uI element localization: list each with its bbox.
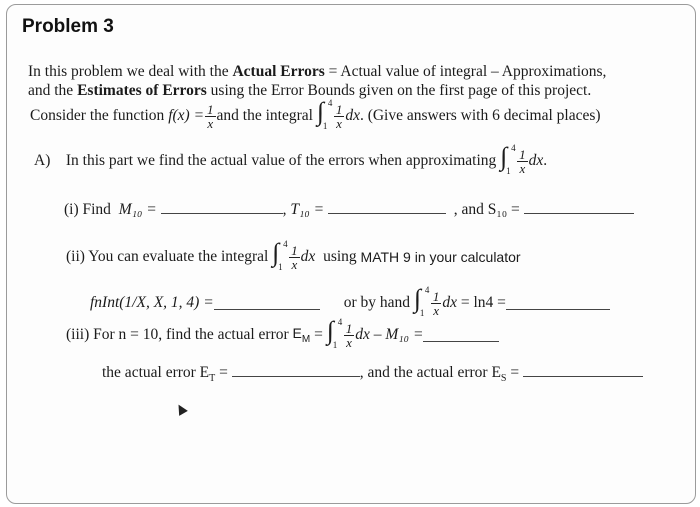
- ln4-answer-blank[interactable]: [506, 297, 610, 310]
- consider-text: Consider the function: [30, 107, 165, 124]
- function-label: f(x) =: [168, 107, 205, 124]
- fraction-1-over-x: $\frac{1}{x}$: [345, 320, 353, 350]
- intro-text: In this problem we deal with the: [28, 63, 233, 80]
- integral-sign: ∫ 4 1: [500, 142, 516, 176]
- dx-label: dx: [355, 326, 370, 343]
- dx-label: dx: [345, 107, 360, 124]
- et-label: the actual error E: [102, 364, 210, 381]
- integral-sign: ∫ 4 1: [316, 97, 333, 131]
- part-ii-line: [66, 238, 521, 272]
- m10-label: M₁₀ =: [118, 201, 157, 218]
- intro-text: = Actual value of integral – Approximations,: [324, 63, 607, 80]
- integral-sign: ∫ 4 1: [272, 238, 288, 272]
- part-iii-line: (iii) For n = 10, find the actual error $E_M$ = ∫ 4 1 $\frac{1}{x}$ dx – M₁₀ =: [66, 320, 499, 350]
- em-label: $E_M$: [292, 325, 311, 345]
- s10-answer-blank[interactable]: [524, 201, 634, 214]
- problem-title: Problem 3: [22, 16, 114, 37]
- part-i-label: (i) Find: [64, 201, 111, 218]
- intro-text: using the Error Bounds given on the first page of this project.: [206, 82, 592, 99]
- estimates-of-errors-term: Estimates of Errors: [77, 82, 207, 99]
- es-label: , and the actual error E: [359, 364, 501, 381]
- part-ii-text: using: [323, 248, 357, 265]
- m10-answer-blank[interactable]: [161, 201, 283, 214]
- dx-label: dx: [528, 152, 544, 169]
- fnint-answer-blank[interactable]: [214, 297, 320, 310]
- fnint-label: fnInt(1/X, X, 1, 4) =: [90, 294, 214, 311]
- et-answer-blank[interactable]: [232, 364, 360, 377]
- t10-label: T₁₀ =: [290, 201, 325, 218]
- intro-line-2: [28, 82, 591, 100]
- consider-text: . (Give answers with 6 decimal places): [359, 107, 601, 124]
- ln4-label: = ln4 =: [460, 294, 506, 311]
- part-a-line: A) In this part we find the actual value of the errors when approximating ∫ 4 1 $\frac{1}{x}$ dx .: [34, 142, 548, 176]
- s10-label: and S₁₀ =: [461, 201, 520, 218]
- fraction-1-over-x: $\frac{1}{x}$: [335, 101, 343, 131]
- part-ii-text: (ii) You can evaluate the integral: [66, 248, 269, 265]
- es-answer-blank[interactable]: [523, 364, 643, 377]
- part-i-line: (i) Find M₁₀ = , T₁₀ = , and S₁₀ =: [64, 201, 654, 219]
- part-a-text: In this part we find the actual value of the errors when approximating: [65, 152, 497, 169]
- consider-line: [30, 97, 601, 131]
- minus-m10-label: – M₁₀ =: [373, 326, 424, 343]
- part-iii-text: (iii) For n = 10, find the actual error: [66, 326, 289, 343]
- em-answer-blank[interactable]: [423, 329, 499, 342]
- t10-answer-blank[interactable]: [328, 201, 446, 214]
- part-a-label: A): [34, 152, 51, 169]
- actual-errors-line: the actual error $E_T$ = , and the actual error $E_S$ =: [102, 364, 642, 384]
- dx-label: dx: [442, 294, 457, 311]
- math9-instruction: MATH 9 in your calculator: [360, 249, 521, 265]
- fraction-1-over-x: $\frac{1}{x}$: [432, 288, 440, 318]
- consider-text: and the integral: [216, 107, 313, 124]
- integral-sign: ∫ 4 1: [326, 316, 343, 350]
- dx-label: dx: [300, 248, 316, 265]
- fnint-line: [90, 284, 630, 318]
- intro-text: and the: [28, 82, 78, 99]
- integral-sign: ∫ 4 1: [413, 284, 430, 318]
- fraction-1-over-x: $\frac{1}{x}$: [519, 146, 526, 176]
- intro-line-1: [28, 63, 606, 81]
- by-hand-text: or by hand: [343, 294, 410, 311]
- fraction-1-over-x: $\frac{1}{x}$: [291, 242, 298, 272]
- fraction-1-over-x: $\frac{1}{x}$: [207, 101, 214, 131]
- actual-errors-term: Actual Errors: [232, 63, 325, 80]
